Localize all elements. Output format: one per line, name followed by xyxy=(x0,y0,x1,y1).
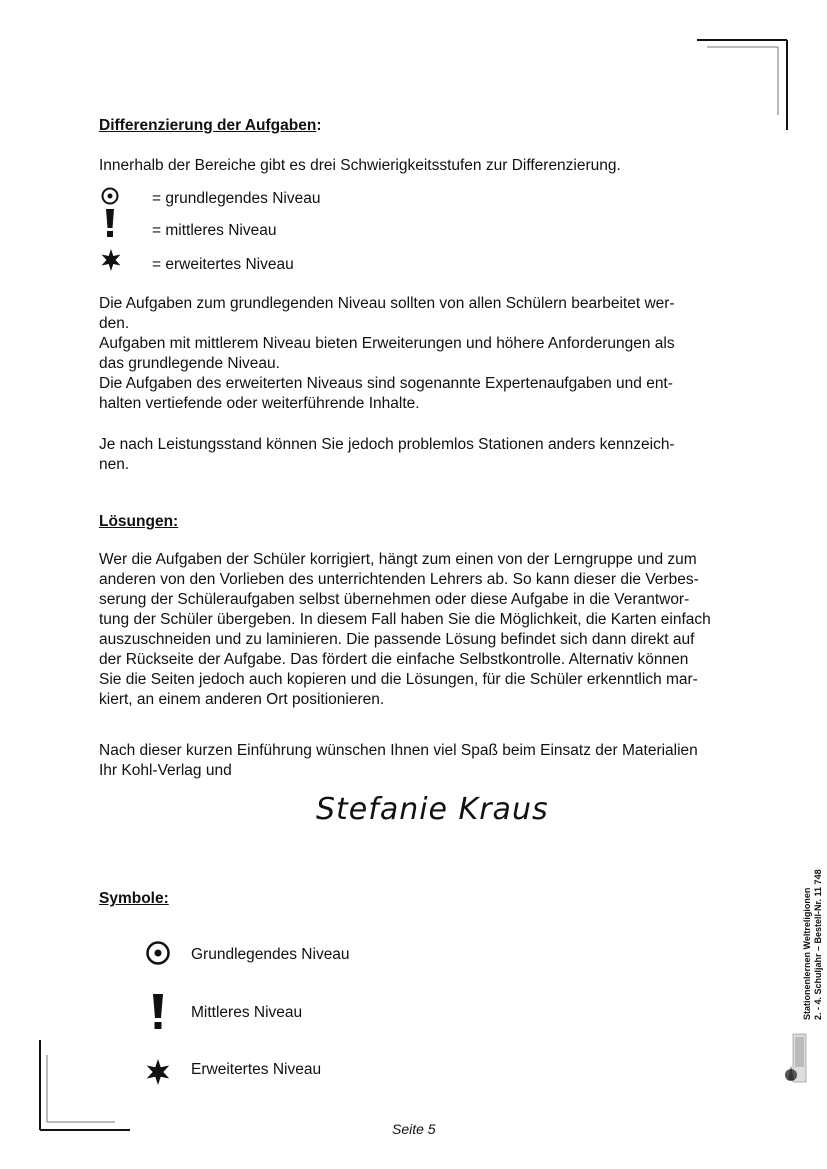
paragraph-line: das grundlegende Niveau. xyxy=(99,355,280,372)
closing-line-1: Nach dieser kurzen Einführung wünschen Ihnen viel Spaß beim Einsatz der Materialien xyxy=(99,742,698,759)
symbol-icon-medium xyxy=(151,993,165,1031)
sidebar-line-1: Stationenlernen Weltreligionen xyxy=(802,887,812,1020)
paragraph-line: der Rückseite der Aufgabe. Das fördert die einfache Selbstkontrolle. Alternativ können xyxy=(99,651,689,668)
sidebar-vertical-text xyxy=(802,869,824,1020)
corner-frame-bottom-left xyxy=(35,1035,135,1135)
paragraph-line: serung der Schüleraufgaben selbst übernehmen oder diese Aufgabe in die Verantwor- xyxy=(99,591,690,608)
paragraph-line: Wer die Aufgaben der Schüler korrigiert, hängt zum einen von der Lerngruppe und zum xyxy=(99,551,697,568)
page-number: Seite 5 xyxy=(392,1121,436,1137)
paragraph-line: kiert, an einem anderen Ort positionieren. xyxy=(99,691,385,708)
differentiation-intro: Innerhalb der Bereiche gibt es drei Schwierigkeitsstufen zur Differenzierung. xyxy=(99,157,621,174)
solutions-heading: Lösungen: xyxy=(99,513,179,530)
symbol-label-advanced: Erweitertes Niveau xyxy=(191,1061,322,1078)
symbol-label-basic: Grundlegendes Niveau xyxy=(191,946,350,963)
closing-line-2: Ihr Kohl-Verlag und xyxy=(99,762,232,779)
circle-dot-icon xyxy=(100,186,120,206)
paragraph-line: Sie die Seiten jedoch auch kopieren und die Lösungen, für die Schüler erkenntlich mar- xyxy=(99,671,698,688)
paragraph-line: Je nach Leistungsstand können Sie jedoch problemlos Stationen anders kennzeich- xyxy=(99,436,675,453)
paragraph-line: Die Aufgaben des erweiterten Niveaus sind sogenannte Expertenaufgaben und ent- xyxy=(99,375,673,392)
exclamation-icon xyxy=(104,208,116,238)
heading-colon: : xyxy=(316,117,322,134)
star-icon xyxy=(100,249,122,271)
signature: Stefanie Kraus xyxy=(316,792,549,827)
sidebar-line-2: 2. - 4. Schuljahr – Bestell-Nr. 11 748 xyxy=(813,869,823,1020)
level-label-medium: = mittleres Niveau xyxy=(152,222,277,239)
paragraph-line: nen. xyxy=(99,456,130,473)
differentiation-paragraph-1 xyxy=(99,294,739,414)
paragraph-line: den. xyxy=(99,315,130,332)
kohl-verlag-logo-icon xyxy=(784,1032,808,1084)
symbol-label-medium: Mittleres Niveau xyxy=(191,1004,303,1021)
paragraph-line: tung der Schüler übergeben. In diesem Fall haben Sie die Möglichkeit, die Karten einfach xyxy=(99,611,711,628)
paragraph-line: auszuschneiden und zu laminieren. Die passende Lösung befindet sich dann direkt auf xyxy=(99,631,695,648)
paragraph-line: halten vertiefende oder weiterführende Inhalte. xyxy=(99,395,420,412)
star-icon xyxy=(145,1059,171,1085)
paragraph-line: Die Aufgaben zum grundlegenden Niveau sollten von allen Schülern bearbeitet wer- xyxy=(99,295,675,312)
level-label-advanced: = erweitertes Niveau xyxy=(152,256,294,273)
publisher-logo xyxy=(784,1032,808,1089)
solutions-paragraph xyxy=(99,550,739,710)
symbol-icon-advanced xyxy=(145,1059,171,1085)
symbol-icon-basic xyxy=(145,940,171,966)
circle-dot-icon xyxy=(145,940,171,966)
differentiation-paragraph-2 xyxy=(99,435,739,475)
paragraph-line: Aufgaben mit mittlerem Niveau bieten Erweiterungen und höhere Anforderungen als xyxy=(99,335,675,352)
corner-frame-top-right xyxy=(690,35,790,135)
exclamation-icon xyxy=(151,993,165,1031)
level-icon-advanced xyxy=(100,249,122,276)
level-label-basic: = grundlegendes Niveau xyxy=(152,190,321,207)
paragraph-line: anderen von den Vorlieben des unterrichtenden Lehrers ab. So kann dieser die Verbes- xyxy=(99,571,699,588)
differentiation-heading: Differenzierung der Aufgaben xyxy=(99,117,317,134)
level-icon-medium xyxy=(104,208,116,243)
differentiation-heading-wrap xyxy=(99,116,321,136)
symbols-heading: Symbole: xyxy=(99,890,169,907)
